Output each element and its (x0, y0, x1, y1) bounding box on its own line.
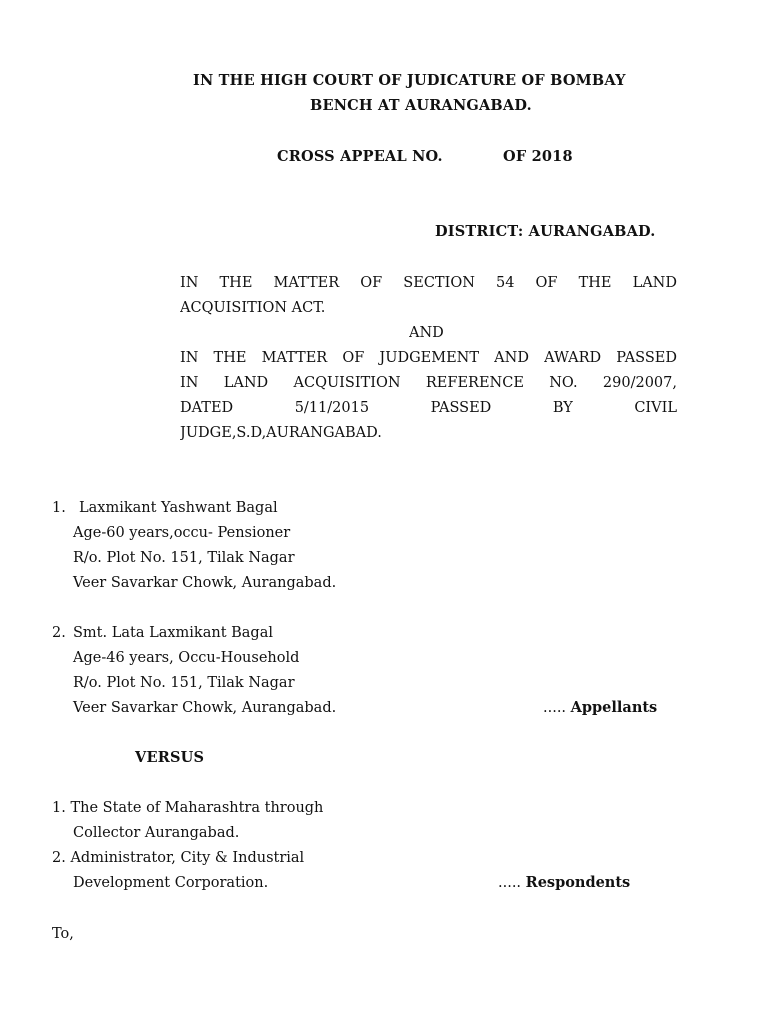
appellant-number: 2. (52, 625, 66, 641)
judgement-word: CIVIL (634, 400, 677, 416)
leader-dots: ..... (543, 700, 567, 716)
judgement-line-1: IN THE MATTER OF JUDGEMENT AND AWARD PASSED (180, 350, 677, 366)
appellant-address-2: Veer Savarkar Chowk, Aurangabad. (73, 700, 337, 716)
section-line-1: IN THE MATTER OF SECTION 54 OF THE LAND (180, 275, 677, 291)
respondent-line-1: 1. The State of Maharashtra through (52, 800, 324, 816)
appellants-label-text: Appellants (570, 699, 658, 716)
judgement-word: PASSED (430, 400, 492, 416)
judgement-line-4: JUDGE,S.D,AURANGABAD. (180, 425, 382, 441)
leader-dots: ..... (498, 875, 522, 891)
appellants-label (543, 701, 657, 716)
appeal-year: OF 2018 (503, 148, 573, 165)
appeal-number-label: CROSS APPEAL NO. (277, 148, 443, 165)
district-line: DISTRICT: AURANGABAD. (435, 223, 656, 240)
appellant-name: Laxmikant Yashwant Bagal (79, 500, 278, 516)
respondent-line-2: Collector Aurangabad. (73, 825, 240, 841)
and-connector: AND (409, 325, 444, 341)
judgement-line-3 (180, 400, 677, 417)
respondents-label (498, 876, 630, 891)
judgement-word: DATED (180, 400, 234, 416)
versus-heading: VERSUS (135, 749, 205, 766)
judgement-word: 5/11/2015 (294, 400, 370, 416)
appellant-age: Age-46 years, Occu-Household (73, 650, 300, 666)
salutation: To, (52, 926, 74, 942)
appellant-address-1: R/o. Plot No. 151, Tilak Nagar (73, 550, 295, 566)
appellant-age: Age-60 years,occu- Pensioner (73, 525, 291, 541)
appellant-address-1: R/o. Plot No. 151, Tilak Nagar (73, 675, 295, 691)
appellant-number: 1. (52, 500, 66, 516)
appellant-name: Smt. Lata Laxmikant Bagal (73, 625, 273, 641)
court-bench-line: BENCH AT AURANGABAD. (310, 97, 532, 114)
court-name-line1: IN THE HIGH COURT OF JUDICATURE OF BOMBAY (193, 72, 626, 89)
section-line-2: ACQUISITION ACT. (180, 300, 326, 316)
appellant-address-2: Veer Savarkar Chowk, Aurangabad. (73, 575, 337, 591)
judgement-line-2: IN LAND ACQUISITION REFERENCE NO. 290/2007, (180, 375, 677, 391)
respondent-line-2: Development Corporation. (73, 875, 269, 891)
respondents-label-text: Respondents (525, 874, 631, 891)
judgement-word: BY (552, 400, 573, 416)
respondent-line-1: 2. Administrator, City & Industrial (52, 850, 305, 866)
